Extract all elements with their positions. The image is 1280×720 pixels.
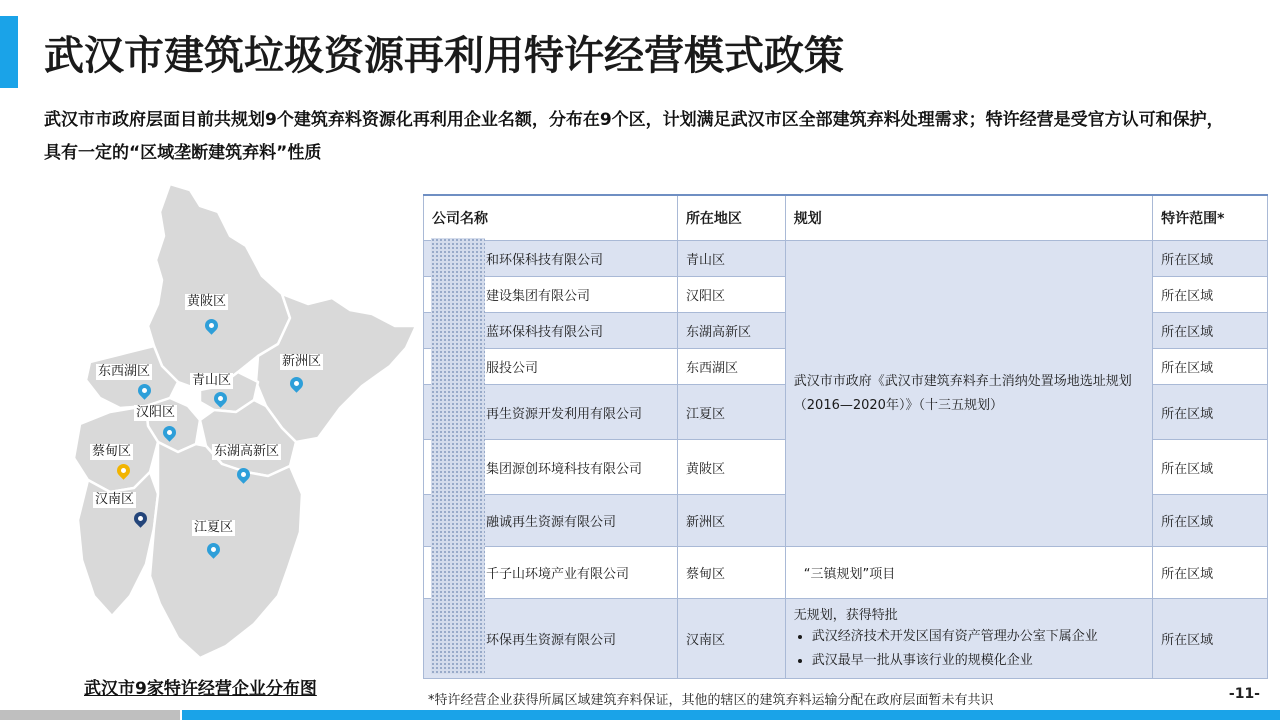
company-scope: 所在区域 <box>1153 440 1268 495</box>
title-accent-bar <box>0 16 18 88</box>
company-scope: 所在区域 <box>1153 349 1268 385</box>
company-district: 新洲区 <box>677 495 785 547</box>
page-number: -11- <box>1228 686 1260 702</box>
company-name: 环保再生资源有限公司 <box>424 599 678 679</box>
company-name: 建设集团有限公司 <box>424 277 678 313</box>
district-label-caidian: 蔡甸区 <box>92 444 132 459</box>
header-company: 公司名称 <box>424 195 678 241</box>
company-district: 东湖高新区 <box>677 313 785 349</box>
footer-blue-bar <box>182 710 1280 720</box>
plan-hannan-list <box>794 625 1144 673</box>
company-name: 服投公司 <box>424 349 678 385</box>
wuhan-map <box>50 176 430 666</box>
plan-cell-merged: 武汉市市政府《武汉市建筑弃料弃土消纳处置场地选址规划（2016—2020年）》（十三五规划） <box>785 241 1152 547</box>
district-label-qingshan: 青山区 <box>192 373 232 388</box>
district-label-jiangxia: 江夏区 <box>194 520 234 535</box>
district-label-hanyang: 汉阳区 <box>136 405 176 420</box>
list-item: • 武汉最早一批从事该行业的规模化企业 <box>812 649 1144 673</box>
district-label-xinzhou: 新洲区 <box>282 354 322 369</box>
company-name: 蓝环保科技有限公司 <box>424 313 678 349</box>
company-scope: 所在区域 <box>1153 277 1268 313</box>
footnote: *特许经营企业获得所属区域建筑弃料保证，其他的辖区的建筑弃料运输分配在政府层面暂未有共识 <box>428 693 994 708</box>
company-scope: 所在区域 <box>1153 599 1268 679</box>
company-name: 融诚再生资源有限公司 <box>424 495 678 547</box>
list-item: • 武汉经济技术开发区国有资产管理办公室下属企业 <box>812 625 1144 649</box>
table-header-row <box>424 195 1268 241</box>
district-label-huangpi: 黄陂区 <box>187 294 227 309</box>
plan-hannan-title: 无规划，获得特批 <box>793 608 898 623</box>
company-name: 千子山环境产业有限公司 <box>424 547 678 599</box>
header-scope: 特许范围* <box>1153 195 1268 241</box>
company-district: 东西湖区 <box>677 349 785 385</box>
company-table <box>423 194 1268 679</box>
company-scope: 所在区域 <box>1153 547 1268 599</box>
district-label-hannan: 汉南区 <box>95 492 135 507</box>
company-district: 黄陂区 <box>677 440 785 495</box>
company-district: 汉南区 <box>677 599 785 679</box>
map-caption: 武汉市9家特许经营企业分布图 <box>84 679 317 699</box>
company-district: 青山区 <box>677 241 785 277</box>
header-district: 所在地区 <box>677 195 785 241</box>
plan-cell-hannan <box>785 599 1152 679</box>
wuhan-map-shape <box>50 176 430 666</box>
company-district: 蔡甸区 <box>677 547 785 599</box>
company-scope: 所在区域 <box>1153 241 1268 277</box>
district-label-donghu: 东湖高新区 <box>214 444 280 459</box>
plan-cell-caidian: “三镇规划”项目 <box>785 547 1152 599</box>
page-subtitle: 武汉市市政府层面目前共规划9个建筑弃料资源化再利用企业名额，分布在9个区，计划满足武汉市区全部建筑弃料处理需求；特许经营是受官方认可和保护，具有一定的“区域垄断建筑弃料”性质 <box>44 110 1224 163</box>
company-name: 和环保科技有限公司 <box>424 241 678 277</box>
company-scope: 所在区域 <box>1153 495 1268 547</box>
redaction-mask <box>431 238 485 674</box>
district-shape-jiangxia <box>150 442 302 658</box>
company-name: 再生资源开发利用有限公司 <box>424 385 678 440</box>
footer-gray-bar <box>0 710 180 720</box>
company-scope: 所在区域 <box>1153 313 1268 349</box>
table-row <box>424 241 1268 277</box>
page-title: 武汉市建筑垃圾资源再利用特许经营模式政策 <box>44 33 844 79</box>
district-label-dongxihu: 东西湖区 <box>98 364 151 379</box>
table-row <box>424 599 1268 679</box>
company-district: 江夏区 <box>677 385 785 440</box>
company-name: 集团源创环境科技有限公司 <box>424 440 678 495</box>
company-scope: 所在区域 <box>1153 385 1268 440</box>
header-plan: 规划 <box>785 195 1152 241</box>
table-row <box>424 547 1268 599</box>
company-district: 汉阳区 <box>677 277 785 313</box>
